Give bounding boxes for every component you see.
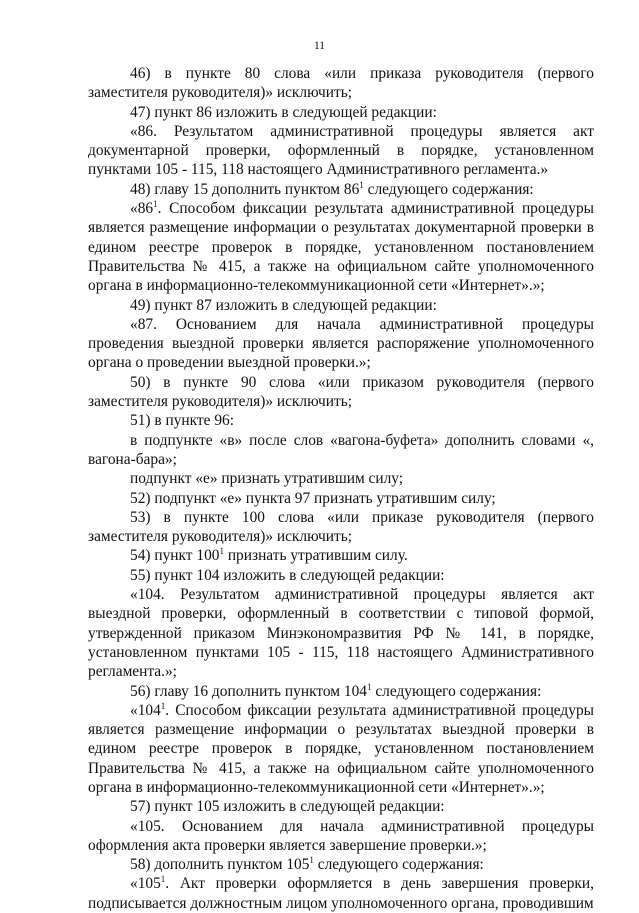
paragraph-text: 54) пункт 100 [130, 547, 220, 565]
paragraph-text: 50) в пункте 90 слова «или приказом руководителя (первого заместителя руководителя)» исключить; [88, 373, 594, 411]
paragraph-text: 58) дополнить пунктом 105 [130, 856, 310, 874]
paragraph-text: 53) в пункте 100 слова «или приказе руководителя (первого заместителя руководителя)» исключить; [88, 508, 594, 546]
page-number: 11 [313, 40, 326, 52]
paragraph [88, 489, 594, 508]
superscript-index: 1 [359, 179, 364, 190]
paragraph [88, 411, 594, 430]
paragraph [88, 585, 594, 681]
paragraph-text: 51) в пункте 96: [130, 412, 234, 430]
paragraph-text-continued: . Способом фиксации результата административной процедуры является размещение информации о результатах выездной проверки в едином реестре проверок в порядке, установленном постановлением Правительства № 415, а также на официальном сайте уполномоченного органа в информационно-телекоммуникационной сети «Интернет».»; [88, 701, 594, 796]
paragraph-text: 48) главу 15 дополнить пунктом 86 [130, 180, 360, 198]
paragraph-text: 57) пункт 105 изложить в следующей редакции: [130, 798, 445, 816]
paragraph-text-continued: . Акт проверки оформляется в день завершения проверки, подписывается должностным лицом уполномоченного органа, проводившим [88, 875, 594, 912]
paragraph-text-continued: признать утратившим силу. [223, 547, 408, 565]
superscript-index: 1 [219, 546, 224, 557]
paragraph-text: «104. Результатом административной процедуры является акт выездной проверки, оформленный в соответствии с типовой формой, утвержденной приказом Минэкономразвития РФ № 141, в порядке, установленном пунктами 105 - 115, 118 настоящего Административного регламента.»; [88, 586, 594, 681]
paragraph-text-continued: следующего содержания: [313, 856, 484, 874]
paragraph-text: 55) пункт 104 изложить в следующей редакции: [130, 566, 445, 584]
paragraph [88, 469, 594, 488]
paragraph-text: «105. Основанием для начала административной процедуры оформления акта проверки является завершение проверки.»; [88, 817, 594, 854]
paragraph [88, 373, 594, 412]
superscript-index: 1 [309, 855, 314, 866]
paragraph-text-continued: . Способом фиксации результата административной процедуры является размещение информации о результатах документарной проверки в едином реестре проверок в порядке, установленном постановлением Правительства № 415, а также на официальном сайте уполномоченного органа в информационно-телекоммуникационной сети «Интернет».»; [88, 200, 594, 295]
paragraph-text: 47) пункт 86 изложить в следующей редакции: [130, 103, 437, 121]
paragraph [88, 508, 594, 547]
paragraph-text: 46) в пункте 80 слова «или приказа руководителя (первого заместителя руководителя)» исключить; [88, 65, 594, 102]
paragraph [88, 180, 594, 199]
paragraph-text: «86 [130, 200, 154, 218]
superscript-index: 1 [366, 681, 372, 692]
paragraph [88, 817, 594, 856]
paragraph [88, 199, 594, 295]
superscript-index: 1 [160, 874, 166, 885]
paragraph-text: «105 [130, 875, 161, 893]
superscript-index: 1 [160, 700, 166, 711]
paragraph [88, 64, 594, 103]
paragraph-text-continued: следующего содержания: [363, 180, 534, 198]
paragraph-text: «104 [130, 701, 161, 719]
paragraph [88, 797, 594, 816]
paragraph [88, 431, 594, 470]
paragraph [88, 701, 594, 797]
paragraph-text: 49) пункт 87 изложить в следующей редакции: [130, 296, 437, 314]
paragraph-text: 56) главу 16 дополнить пунктом 104 [130, 682, 367, 700]
superscript-index: 1 [153, 198, 158, 209]
paragraph [88, 566, 594, 585]
paragraph [88, 296, 594, 315]
paragraph-text: в подпункте «в» после слов «вагона-буфета» дополнить словами «, вагона-бара»; [88, 431, 594, 468]
document-body [88, 64, 594, 913]
paragraph-text: подпункт «е» признать утратившим силу; [130, 470, 404, 488]
paragraph-text: «87. Основанием для начала административной процедуры проведения выездной проверки является распоряжение уполномоченного органа о проведении выездной проверки.»; [88, 315, 594, 372]
paragraph-text-continued: следующего содержания: [371, 682, 542, 700]
paragraph [88, 315, 594, 373]
paragraph [88, 122, 594, 180]
paragraph [88, 103, 594, 122]
paragraph [88, 546, 594, 565]
paragraph [88, 855, 594, 874]
paragraph [88, 874, 594, 913]
paragraph-text: «86. Результатом административной процедуры является акт документарной проверки, оформленный в порядке, установленном пунктами 105 - 115, 118 настоящего Административного регламента.» [88, 122, 594, 179]
paragraph-text: 52) подпункт «е» пункта 97 признать утратившим силу; [130, 489, 496, 507]
paragraph [88, 682, 594, 701]
